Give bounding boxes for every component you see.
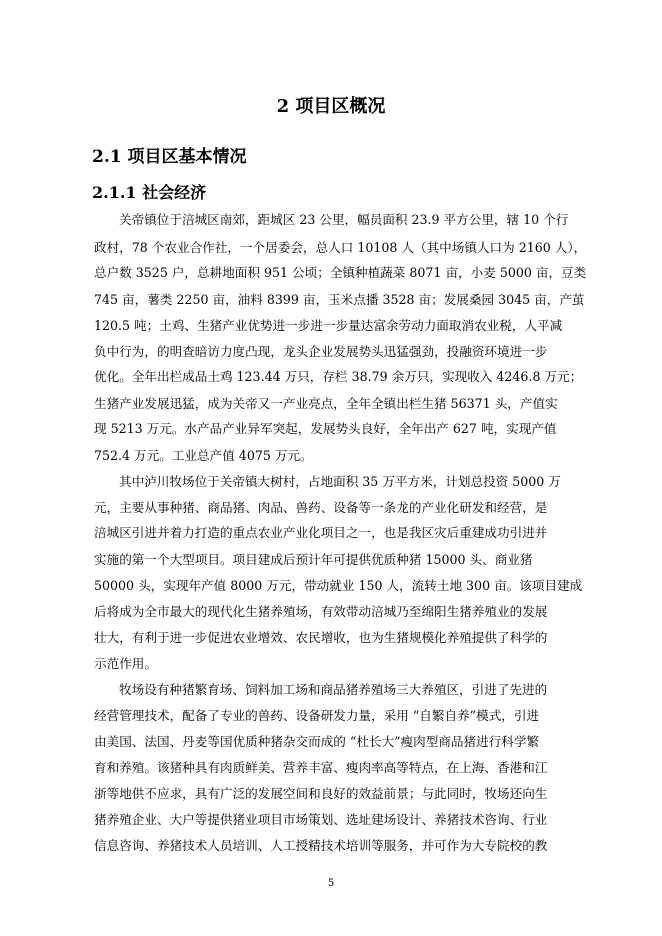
- text-line: 育和养殖。该猪种具有肉质鲜美、营养丰富、瘦肉率高等特点，在上海、香港和江: [94, 760, 548, 775]
- text-line: 50000 头，实现年产值 8000 万元，带动就业 150 人，流转土地 300 亩。该项目建成: [94, 578, 583, 593]
- text-line: 优化。全年出栏成品土鸡 123.44 万只，存栏 38.79 余万只，实现收入 4246.8 万元；: [94, 369, 583, 384]
- text-line: 元，主要从事种猪、商品猪、肉品、兽药、设备等一条龙的产业化研发和经营，是: [94, 500, 548, 515]
- text-line: 猪养殖企业、大户等提供猪业项目市场策划、选址建场设计、养猪技术咨询、行业: [94, 812, 548, 827]
- text-line: 示范作用。: [94, 656, 157, 671]
- text-line: 现 5213 万元。水产品产业异军突起，发展势头良好，全年出产 627 吨，实现产值: [94, 421, 557, 436]
- text-line: 752.4 万元。工业总产值 4075 万元。: [94, 448, 313, 463]
- section-title: 2.1 项目区基本情况: [92, 147, 247, 167]
- text-line: 总户数 3525 户，总耕地面积 951 公顷；全镇种植蔬菜 8071 亩，小麦 5000 亩，豆类: [94, 265, 587, 280]
- text-line: 由美国、法国、丹麦等国优质种猪杂交而成的 “杜长大”瘦肉型商品猪进行科学繁: [94, 734, 540, 749]
- text-line: 牧场设有种猪繁育场、饲料加工场和商品猪养殖场三大养殖区，引进了先进的: [119, 682, 548, 697]
- text-line: 政村，78 个农业合作社，一个居委会，总人口 10108 人（其中场镇人口为 2160 人），: [94, 240, 587, 255]
- page-number: 5: [327, 878, 335, 889]
- text-line: 浙等地供不应求，具有广泛的发展空间和良好的效益前景；与此同时，牧场还向生: [94, 786, 548, 801]
- text-line: 关帝镇位于涪城区南郊，距城区 23 公里，幅员面积 23.9 平方公里，辖 10 个行: [119, 212, 569, 227]
- text-line: 120.5 吨；土鸡、生猪产业优势进一步进一步量达富余劳动力面取消农业税，人平减: [94, 318, 563, 333]
- subsection-title: 2.1.1 社会经济: [92, 183, 207, 202]
- text-line: 经营管理技术，配备了专业的兽药、设备研发力量，采用 “自繁自养”模式，引进: [94, 708, 540, 723]
- text-line: 实施的第一个大型项目。项目建成后预计年可提供优质种猪 15000 头、商业猪: [94, 552, 533, 567]
- text-line: 生猪产业发展迅猛，成为关帝又一产业亮点，全年全镇出栏生猪 56371 头，产值实: [94, 396, 558, 411]
- text-line: 745 亩，薯类 2250 亩，油料 8399 亩，玉米点播 3528 亩；发展桑园 3045 亩，产茧: [94, 292, 585, 307]
- text-line: 后将成为全市最大的现代化生猪养殖场，有效带动涪城乃至绵阳生猪养殖业的发展: [94, 604, 548, 619]
- text-line: 其中泸川牧场位于关帝镇大树村，占地面积 35 万平方米，计划总投资 5000 万: [119, 474, 561, 489]
- text-line: 负中行为，的明查暗访力度凸现，龙头企业发展势头迅猛强劲，投融资环境进一步: [94, 344, 548, 359]
- text-line: 信息咨询、养猪技术人员培训、人工授精技术培训等服务，并可作为大专院校的教: [94, 838, 548, 853]
- text-line: 涪城区引进并着力打造的重点农业产业化项目之一，也是我区灾后重建成功引进并: [94, 525, 548, 540]
- text-line: 壮大，有利于进一步促进农业增效、农民增收，也为生猪规模化养殖提供了科学的: [94, 630, 548, 645]
- chapter-title: 2 项目区概况: [276, 96, 386, 117]
